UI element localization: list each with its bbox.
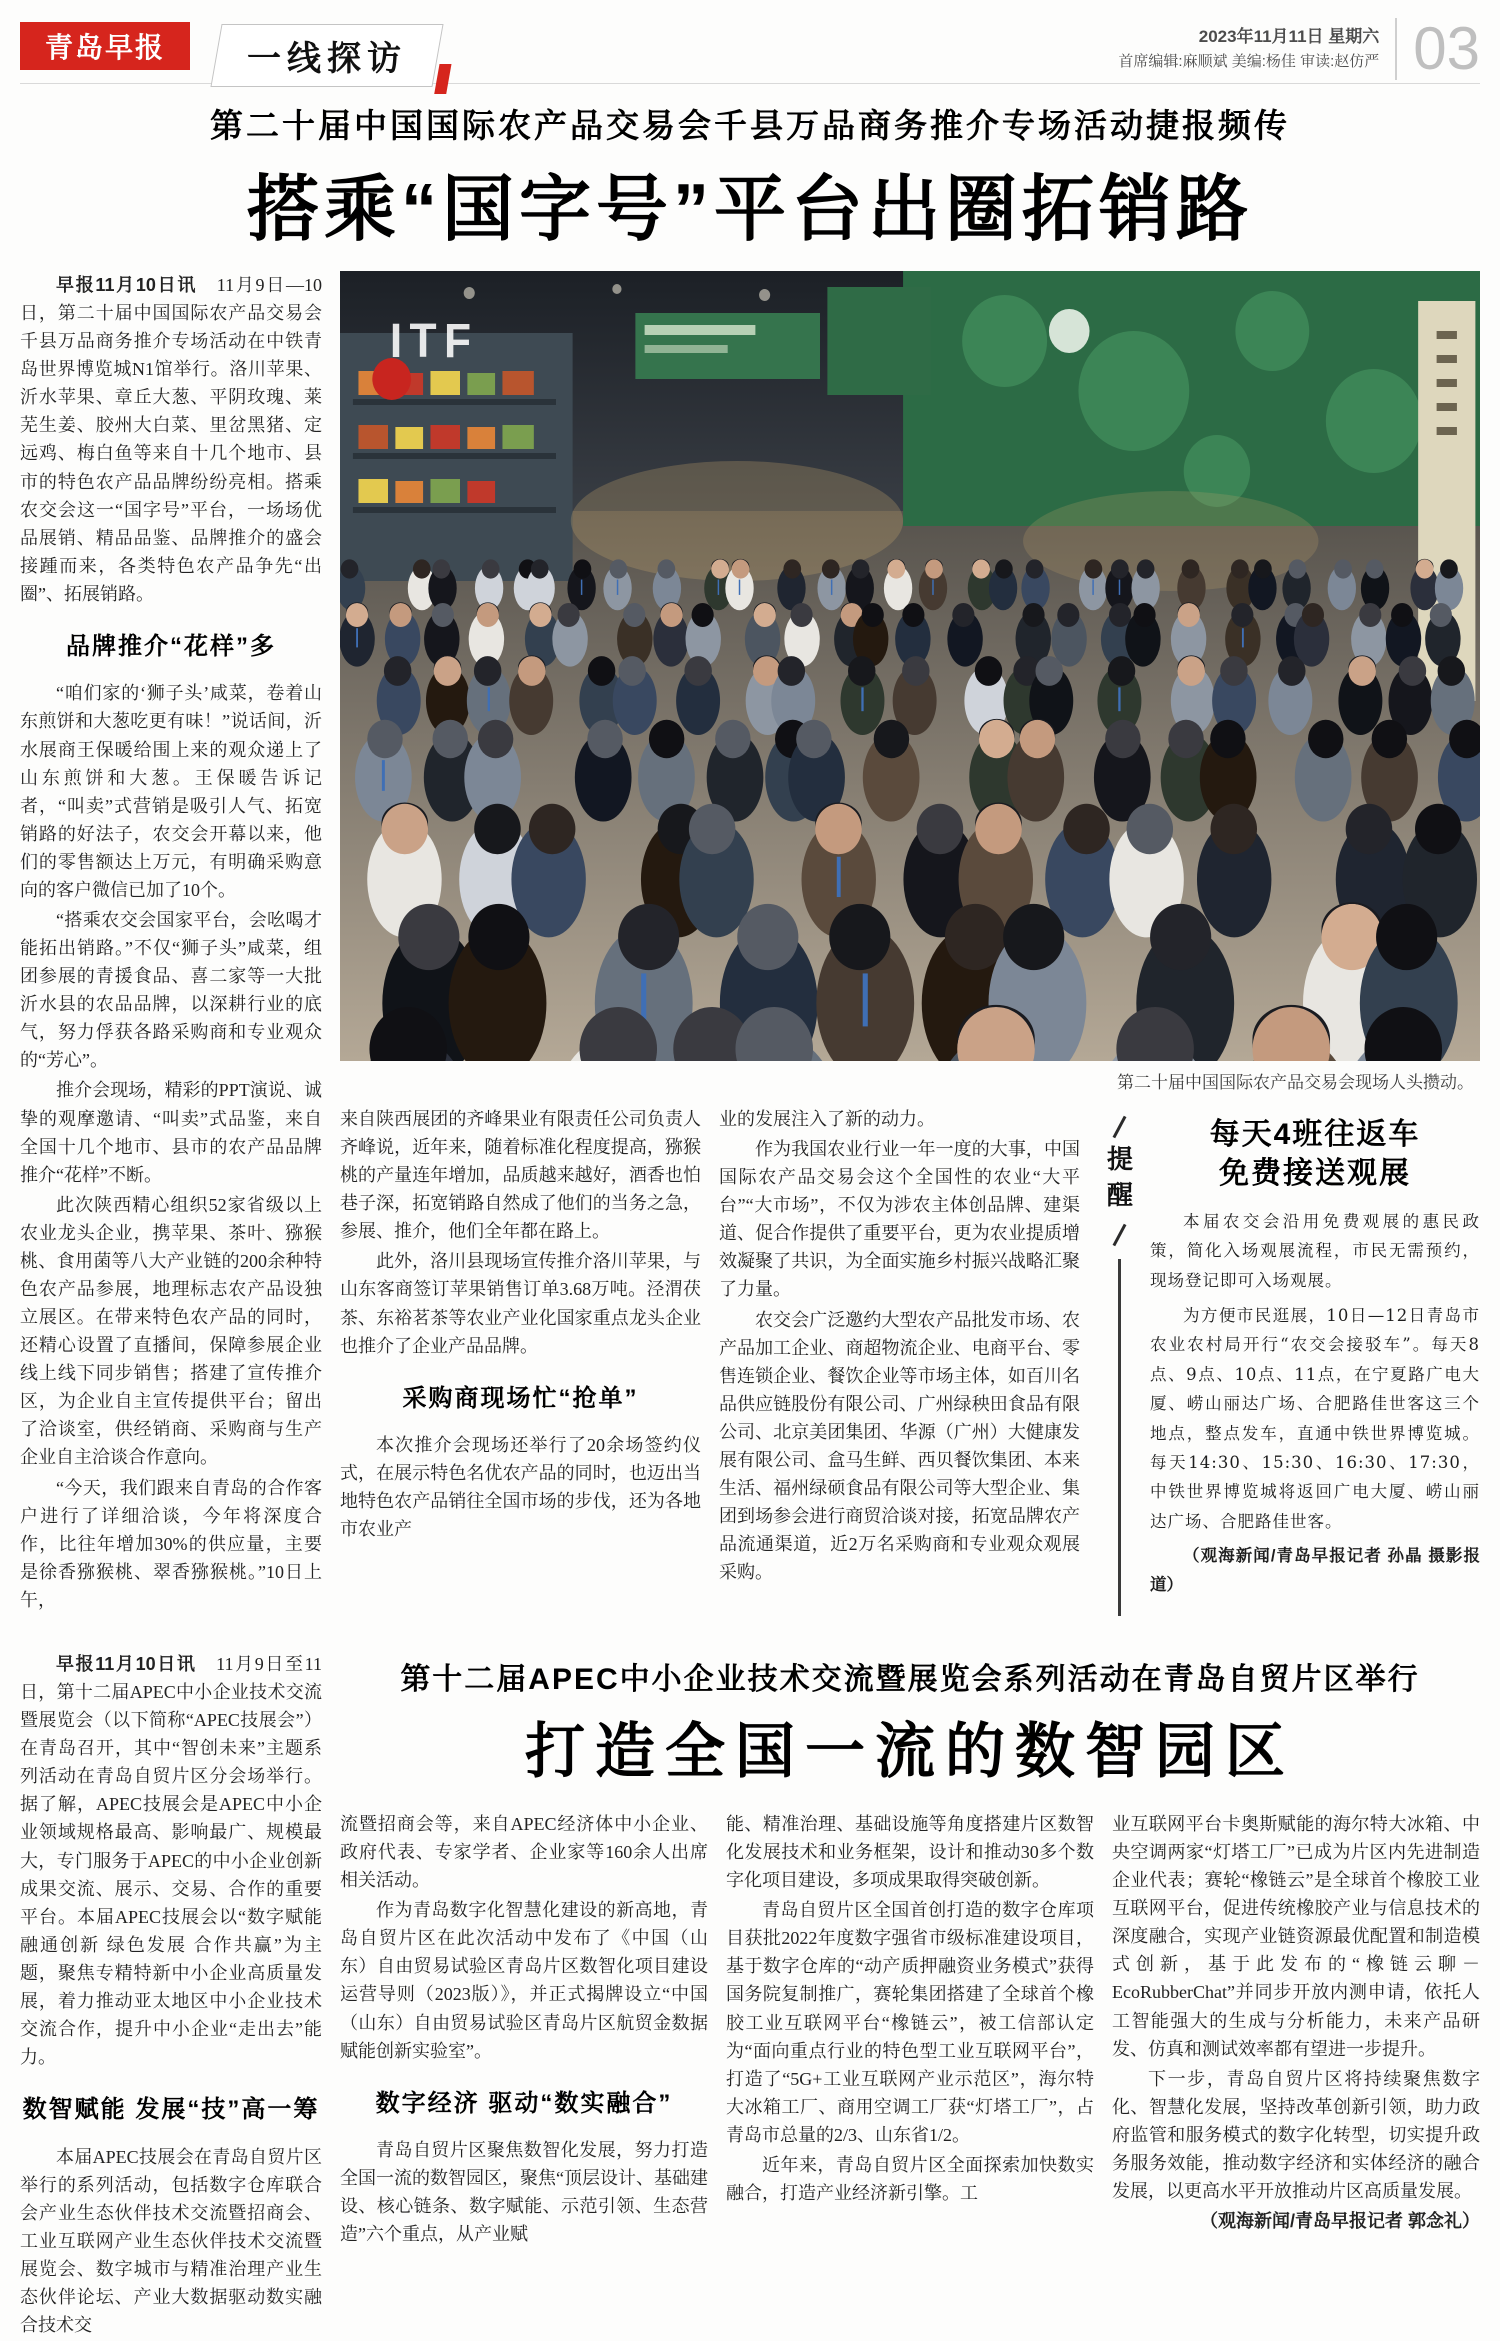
lead-text: 11月9日至11日，第十二届APEC中小企业技术交流暨展览会（以下简称“APEC技展会”）在青岛召开，其中“智创未来”主题系列活动在青岛自贸片区分会场举行。据了解，APEC技展会是APEC中小企业领域规格最高、影响最广、规模最大，专门服务于APEC的中小企业创新成果交流、展示、交易、合作的重要平台。本届APEC技展会以“数字赋能 融通创新 绿色发展 合作共赢”为主题，聚焦专精特新中小企业高质量发展，着力推动亚太地区中小企业技术交流合作，提升中小企业“走出去”能力。 [20, 1653, 322, 2068]
article1-eyebrow: 第二十届中国国际农产品交易会千县万品商务推介专场活动捷报频传 [210, 107, 1290, 144]
reminder-content [1150, 1111, 1480, 1616]
subhead-brand-promo: 品牌推介“花样”多 [66, 632, 276, 660]
section-label: 一线探访 [247, 40, 407, 78]
article-apec-expo [20, 1650, 1480, 2341]
article2-eyebrow: 第十二届APEC中小企业技术交流暨展览会系列活动在青岛自贸片区举行 [400, 1662, 1420, 1696]
section-label-band [210, 24, 443, 87]
page-number: 03 [1395, 18, 1480, 80]
article2-body [20, 1650, 1480, 2341]
expo-crowd-photo [340, 271, 1480, 1061]
article-agri-expo [20, 100, 1480, 1616]
paragraph: 业的发展注入了新的动力。 [719, 1109, 935, 1129]
reminder-box [1098, 1105, 1480, 1616]
article1-column-1 [20, 271, 322, 1616]
paragraph: “咱们家的‘狮子头’咸菜，卷着山东煎饼和大葱吃更有味！”说话间，沂水展商王保暖给围上来的观众递上了山东煎饼和大葱。王保暖告诉记者，“叫卖”式营销是吸引人气、拓宽销路的好法子，农交会开幕以来，他们的零售额达上万元，有明确采购意向的客户微信已加了10个。 [20, 683, 322, 900]
reminder-side-rail [1098, 1111, 1140, 1616]
photo-watermark-text: ITF [389, 313, 479, 368]
article2-columns [340, 1810, 1480, 2250]
subhead-digital-enable: 数智赋能 发展“技”高一筹 [22, 2096, 320, 2124]
paragraph: 业互联网平台卡奥斯赋能的海尔特大冰箱、中央空调两家“灯塔工厂”已成为片区内先进制造企业代表；赛轮“橡链云”是全球首个橡胶工业互联网平台，促进传统橡胶产业与信息技术的深度融合，实现产业链资源最优配置和制造模式创新，基于此发布的“橡链云聊－EcoRubberChat”并同步开放内测申请，依托人工智能强大的生成与分析能力，未来产品研发、仿真和测试效率都有望进一步提升。 [1112, 1813, 1480, 2059]
article2-lead [20, 1650, 322, 2071]
paragraph: 能、精准治理、基础设施等角度搭建片区数智化发展技术和业务框架，设计和推动30多个数字化项目建设，多项成果取得突破创新。 [726, 1813, 1094, 1891]
reminder-paragraph: 本届农交会沿用免费观展的惠民政策，简化入场观展流程，市民无需预约，现场登记即可入场观展。 [1150, 1212, 1480, 1290]
article1-lead [20, 271, 322, 608]
banner-text-bar-2 [645, 345, 728, 353]
article2-column-4 [1112, 1810, 1480, 2250]
subhead-digital-economy: 数字经济 驱动“数实融合” [375, 2089, 673, 2117]
paragraph: 此次陕西精心组织52家省级以上农业龙头企业，携苹果、茶叶、猕猴桃、食用菌等八大产业链的200余种特色农产品参展，地理标志农产品设独立展区。在带来特色农产品的同时，还精心设置了直播间，保障参展企业线上线下同步销售；搭建了宣传推介区，为企业自主宣传提供平台；留出了洽谈室，供经销商、采购商与生产企业自主洽谈合作意向。 [20, 1194, 322, 1468]
paragraph: 作为青岛数字化智慧化建设的新高地，青岛自贸片区在此次活动中发布了《中国（山东）自由贸易试验区青岛片区数智化项目建设运营导则（2023版）》，并正式揭牌设立“中国（山东）自由贸易试验区青岛片区航贸金数据赋能创新实验室”。 [340, 1900, 708, 2061]
reminder-label: 提醒 [1103, 1145, 1134, 1217]
paragraph: “今天，我们跟来自青岛的合作客户进行了详细洽谈，今年将深度合作，比往年增加30%的供应量，主要是徐香猕猴桃、翠香猕猴桃。”10日上午， [20, 1477, 322, 1610]
editors-line: 首席编辑:麻顺斌 美编:杨佳 审读:赵仿严 [1118, 53, 1380, 71]
article1-lower-columns [340, 1105, 1480, 1616]
paragraph: 农交会广泛邀约大型农产品批发市场、农产品加工企业、商超物流企业、电商平台、零售连锁企业、餐饮企业等市场主体，如百川名品供应链股份有限公司、广州绿秧田食品有限公司、北京美团集团、华源（广州）大健康发展有限公司、盒马生鲜、西贝餐饮集团、本来生活、福州绿硕食品有限公司等大型企业、集团到场参会进行商贸洽谈对接，拓宽品牌农产品流通渠道，近2万名采购商和专业观众观展采购。 [719, 1309, 1080, 1583]
article1-column-2 [340, 1105, 701, 1616]
article2-credit: （观海新闻/青岛早报记者 郭念礼） [1199, 2211, 1480, 2232]
reminder-paragraph: 为方便市民逛展，10日—12日青岛市农业农村局开行“农交会接驳车”。每天8点、9点、10点、11点，在宁夏路广电大厦、崂山丽达广场、合肥路佳世客这三个地点，整点发车，直通中铁世界博览城。每天14:30、15:30、16:30、17:30，中铁世界博览城将返回广电大厦、崂山丽达广场、合肥路佳世客。 [1150, 1306, 1480, 1531]
slash-mark-top [1112, 1116, 1126, 1139]
dateline: 早报11月10日讯 [56, 275, 198, 295]
paragraph: 推介会现场，精彩的PPT演说、诚挚的观摩邀请、“叫卖”式品鉴，来自全国十几个地市、县市的农产品品牌推介“花样”不断。 [20, 1080, 322, 1185]
article2-column-1 [20, 1650, 322, 2341]
article2-column-2 [340, 1810, 708, 2250]
paragraph: 青岛自贸片区聚焦数智化发展，努力打造全国一流的数智园区，聚焦“顶层设计、基础建设、核心链条、数字赋能、示范引领、生态营造”六个重点，从产业赋 [340, 2140, 708, 2245]
lead-text: 11月9日—10日，第二十届中国国际农产品交易会千县万品商务推介专场活动在中铁青岛世界博览城N1馆举行。洛川苹果、沂水苹果、章丘大葱、平阴玫瑰、莱芜生姜、胶州大白菜、里岔黑猪、定远鸡、梅白鱼等来自十几个地市、县市的特色农产品品牌纷纷亮相。搭乘农交会这一“国字号”平台，一场场优品展销、精品品鉴、品牌推介的盛会接踵而来，各类特色农产品争先“出圈”、拓展销路。 [20, 275, 322, 604]
logo-text: 青岛早报 [44, 32, 165, 63]
article1-headline: 搭乘“国字号”平台出圈拓销路 [246, 170, 1253, 250]
reminder-title-line1: 每天4班往返车 [1209, 1118, 1421, 1151]
newspaper-logo [20, 22, 190, 70]
paragraph: 本次推介会现场还举行了20余场签约仪式，在展示特色名优农产品的同时，也迈出当地特色农产品销往全国市场的步伐，还为各地市农业产 [340, 1435, 701, 1540]
wall-logo-dot [1049, 309, 1090, 353]
paragraph: 本届APEC技展会在青岛自贸片区举行的系列活动，包括数字仓库联合会产业生态伙伴技术交流暨招商会、工业互联网产业生态伙伴技术交流暨展览会、数字城市与精准治理产业生态伙伴论坛、产业大数据驱动数实融合技术交 [20, 2146, 322, 2336]
issue-date: 2023年11月11日 星期六 [1198, 27, 1380, 46]
photo-caption: 第二十届中国国际农产品交易会现场人头攒动。 [1117, 1073, 1474, 1092]
paragraph: “搭乘农交会国家平台，会吆喝才能拓出销路。”不仅“狮子头”咸菜，组团参展的青援食品、喜二家等一大批沂水县的农品品牌，以深耕行业的底气，努力俘获各路采购商和专业观众的“芳心”。 [20, 910, 322, 1071]
paragraph: 流暨招商会等，来自APEC经济体中小企业、政府代表、专家学者、企业家等160余人出席相关活动。 [340, 1813, 708, 1891]
paragraph: 青岛自贸片区全国首创打造的数字仓库项目获批2022年度数字强省市级标准建设项目，基于数字仓库的“动产质押融资业务模式”获得国务院复制推广，赛轮集团搭建了全球首个橡胶工业互联网平台“橡链云”，被工信部认定为“面向重点行业的特色型工业互联网平台”，打造了“5G+工业互联网产业示范区”，海尔特大冰箱工厂、商用空调工厂获“灯塔工厂”，占青岛市总量的2/3、山东省1/2。 [726, 1900, 1094, 2145]
slash-mark-bottom [1112, 1224, 1126, 1247]
article1-body [20, 271, 1480, 1616]
article2-headline: 打造全国一流的数智园区 [525, 1717, 1295, 1785]
booth-banner-2 [827, 287, 930, 395]
paragraph: 来自陕西展团的齐峰果业有限责任公司负责人齐峰说，近年来，随着标准化程度提高，猕猴桃的产量连年增加，品质越来越好，酒香也怕巷子深，拓宽销路自然成了他们的当务之急，参展、推介，他们全年都在路上。 [340, 1109, 701, 1242]
article1-right-area [340, 271, 1480, 1616]
masthead-dateblock [1118, 24, 1379, 74]
expo-crowd-photo-art [340, 271, 1480, 1061]
paragraph: 下一步，青岛自贸片区将持续聚焦数字化、智慧化发展，坚持改革创新引领，助力政府监管和服务模式的数字化转型，切实提升政务服务效能，推动数字经济和实体经济的融合发展，以更高水平开放推动片区高质量发展。 [1112, 2068, 1480, 2201]
article2-right-area [340, 1650, 1480, 2341]
reminder-credit: （观海新闻/青岛早报记者 孙晶 摄影报道） [1150, 1546, 1480, 1595]
article2-column-3 [726, 1810, 1094, 2250]
reminder-title-line2: 免费接送观展 [1219, 1157, 1411, 1190]
reminder-vertical-rule [1118, 1259, 1121, 1616]
article1-column-3 [719, 1105, 1080, 1616]
banner-text-bar [645, 325, 756, 335]
paragraph: 此外，洛川县现场宣传推介洛川苹果，与山东客商签订苹果销售订单3.68万吨。泾渭茯茶、东裕茗茶等农业产业化国家重点龙头企业也推介了企业产品品牌。 [340, 1251, 701, 1356]
dateline: 早报11月10日讯 [56, 1653, 197, 1674]
subhead-buyers: 采购商现场忙“抢单” [402, 1384, 639, 1412]
paragraph: 近年来，青岛自贸片区全面探索加快数实融合，打造产业经济新引擎。工 [726, 2154, 1094, 2203]
masthead [20, 0, 1480, 84]
paragraph: 作为我国农业行业一年一度的大事，中国国际农产品交易会这个全国性的农业“大平台”“大市场”，不仅为涉农主体创品牌、建渠道、促合作提供了重要平台，更为农业提质增效凝聚了共识，为全面实施乡村振兴战略汇聚了力量。 [719, 1139, 1080, 1300]
